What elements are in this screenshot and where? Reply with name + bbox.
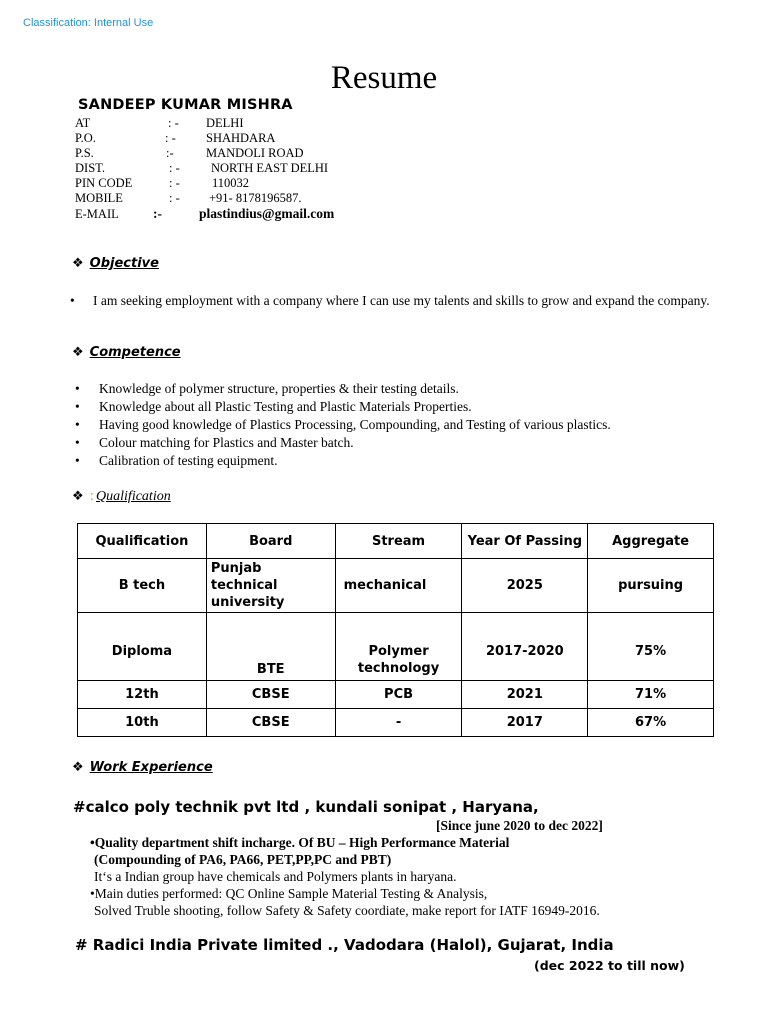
table-cell: CBSE [206, 709, 335, 737]
table-cell: 75% [588, 613, 714, 681]
bullet-icon: • [75, 453, 80, 468]
table-cell: 2017 [462, 709, 588, 737]
table-row [78, 681, 714, 709]
contact-separator: : - [165, 131, 176, 145]
competence-text: Colour matching for Plastics and Master batch. [99, 435, 354, 450]
table-cell: 2017-2020 [462, 613, 588, 681]
competence-text: Knowledge of polymer structure, properties & their testing details. [99, 381, 459, 396]
competence-heading-text: Competence [89, 345, 181, 360]
contact-label: E-MAIL [75, 207, 119, 221]
bullet-icon: • [75, 399, 80, 414]
contact-value: DELHI [206, 116, 244, 130]
qualification-colon: : [89, 489, 95, 504]
objective-heading [72, 256, 159, 271]
contact-label: MOBILE [75, 191, 123, 205]
competence-text: Calibration of testing equipment. [99, 453, 278, 468]
contact-separator: :- [166, 146, 174, 160]
competence-heading [72, 345, 181, 360]
competence-item [75, 434, 354, 451]
table-cell: Polymer technology [335, 613, 462, 681]
qualification-heading-text: Qualification [96, 489, 171, 504]
contact-label: AT [75, 116, 91, 130]
company-2-period: (dec 2022 to till now) [534, 958, 685, 973]
work-heading-text: Work Experience [89, 760, 213, 775]
contact-label: P.O. [75, 131, 96, 145]
table-cell: mechanical [335, 559, 462, 613]
solved-line: Solved Truble shooting, follow Safety & Safety coordiate, make report for IATF 16949-2016. [94, 903, 600, 918]
contact-value: NORTH EAST DELHI [211, 161, 329, 175]
objective-text: I am seeking employment with a company where I can use my talents and skills to grow and expand the company. [93, 293, 710, 308]
compounding-line: (Compounding of PA6, PA66, PET,PP,PC and PBT) [94, 852, 392, 867]
bullet-icon: • [75, 435, 80, 450]
table-header-row [78, 524, 714, 559]
contact-separator: :- [153, 206, 162, 221]
competence-item [75, 416, 611, 433]
company-1-period: [Since june 2020 to dec 2022] [436, 818, 603, 833]
page-title: Resume [330, 60, 438, 96]
column-header: Year Of Passing [462, 524, 588, 559]
table-cell: CBSE [206, 681, 335, 709]
table-cell: Punjab technical university [206, 559, 335, 613]
table-cell: 67% [588, 709, 714, 737]
candidate-name: SANDEEP KUMAR MISHRA [78, 97, 293, 113]
column-header: Aggregate [588, 524, 714, 559]
qualification-heading [72, 489, 171, 505]
contact-separator: : - [169, 161, 180, 175]
contact-value: MANDOLI ROAD [206, 146, 304, 160]
table-cell: Diploma [78, 613, 207, 681]
diamond-bullet-icon: ❖ [72, 489, 84, 504]
table-cell: B tech [78, 559, 207, 613]
company-2-name: # Radici India Private limited ., Vadodara (Halol), Gujarat, India [75, 936, 614, 954]
column-header: Qualification [78, 524, 207, 559]
objective-heading-text: Objective [89, 256, 159, 271]
competence-item [75, 452, 278, 469]
diamond-bullet-icon: ❖ [72, 760, 84, 775]
table-cell: 2021 [462, 681, 588, 709]
objective-item [70, 292, 733, 309]
contact-separator: : - [169, 191, 180, 205]
qualification-table [77, 523, 714, 737]
bullet-icon: • [70, 293, 75, 308]
duties-line: •Main duties performed: QC Online Sample Material Testing & Analysis, [90, 886, 488, 901]
diamond-bullet-icon: ❖ [72, 345, 84, 360]
contact-label: P.S. [75, 146, 94, 160]
competence-item [75, 380, 459, 397]
diamond-bullet-icon: ❖ [72, 256, 84, 271]
table-row [78, 559, 714, 613]
table-cell: 2025 [462, 559, 588, 613]
contact-value: 110032 [212, 176, 250, 190]
table-cell: BTE [206, 613, 335, 681]
table-cell: 12th [78, 681, 207, 709]
company-1-name: #calco poly technik pvt ltd , kundali sonipat , Haryana, [73, 798, 539, 816]
column-header: Board [206, 524, 335, 559]
competence-text: Knowledge about all Plastic Testing and Plastic Materials Properties. [99, 399, 472, 414]
bullet-icon: • [75, 381, 80, 396]
role-line: •Quality department shift incharge. Of BU – High Performance Material [90, 835, 510, 850]
table-cell: 10th [78, 709, 207, 737]
competence-item [75, 398, 472, 415]
table-row [78, 709, 714, 737]
contact-separator: : - [169, 176, 180, 190]
contact-value: SHAHDARA [206, 131, 276, 145]
table-cell: - [335, 709, 462, 737]
table-cell: PCB [335, 681, 462, 709]
column-header: Stream [335, 524, 462, 559]
email-link[interactable]: plastindius@gmail.com [199, 206, 335, 221]
contact-label: PIN CODE [75, 176, 133, 190]
contact-separator: : - [168, 116, 179, 130]
table-row [78, 613, 714, 681]
work-experience-heading [72, 760, 213, 775]
contact-label: DIST. [75, 161, 105, 175]
competence-text: Having good knowledge of Plastics Processing, Compounding, and Testing of various plastics. [99, 417, 611, 432]
table-cell: pursuing [588, 559, 714, 613]
bullet-icon: • [75, 417, 80, 432]
group-line: It‘s a Indian group have chemicals and Polymers plants in haryana. [94, 869, 457, 884]
table-cell: 71% [588, 681, 714, 709]
contact-value: +91- 8178196587. [209, 191, 302, 205]
classification-label: Classification: Internal Use [23, 17, 154, 29]
